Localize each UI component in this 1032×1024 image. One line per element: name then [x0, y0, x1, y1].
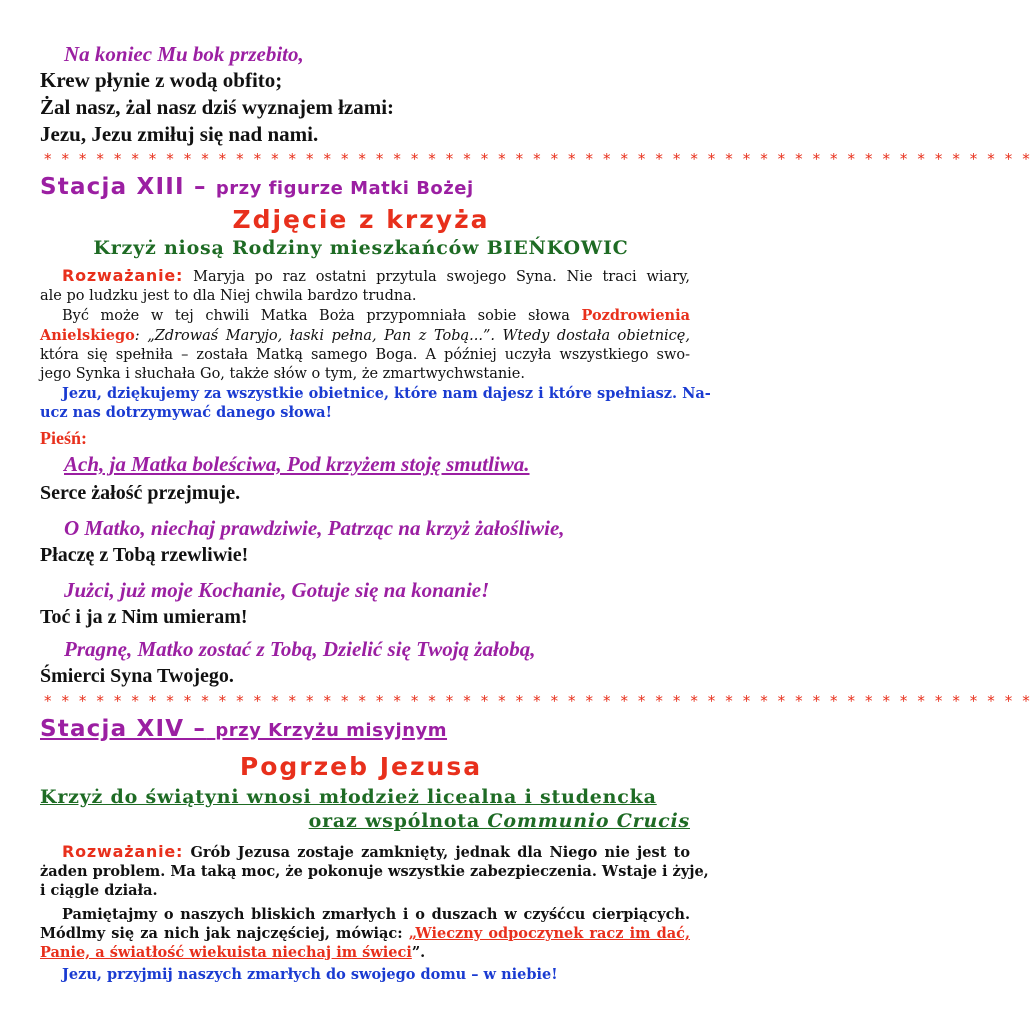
station-13-p1-line-2: ale po ludzku jest to dla Niej chwila bardzo trudna. [40, 288, 417, 304]
song-label: Pieśń: [40, 428, 87, 448]
song-verse-3-line: Toć i ja z Nim umieram! [40, 606, 248, 628]
station-14-paragraph-2 [40, 905, 690, 962]
station-14-p2-line-2-red: „Wieczny odpoczynek racz im dać, [408, 925, 690, 942]
hymn-top-line-3: Żal nasz, żal nasz dziś wyznajem łzami: [40, 95, 395, 119]
station-14-p2-line-3: ”. [411, 944, 426, 961]
station-13-p2-line-1-red: Pozdrowienia [581, 307, 690, 324]
station-13-title: Zdjęcie z krzyża [232, 205, 490, 234]
station-13-p3-line-2: ucz nas dotrzymywać danego słowa! [40, 404, 332, 421]
song-verse-2-italic: O Matko, niechaj prawdziwie, Patrząc na krzyż żałośliwie, [64, 516, 565, 540]
song-verse-3-italic: Jużci, już moje Kochanie, Gotuje się na konanie! [64, 578, 490, 602]
station-14-p1-line-1: Grób Jezusa zostaje zamknięty, jednak dla Niego nie jest to [190, 844, 690, 861]
station-14-title: Pogrzeb Jezusa [239, 752, 483, 781]
station-14-carriers-name: Communio Crucis [487, 810, 690, 832]
station-14-paragraph-1 [40, 842, 709, 900]
station-13-p2-line-1: Być może w tej chwili Matka Boża przypomniała sobie słowa [62, 308, 570, 324]
station-13-p2-line-2: : „Zdrowaś Maryjo, łaski pełna, Pan z Tobą...”. Wtedy dostała obietnicę, [134, 328, 690, 344]
hymn-top-line-4: Jezu, Jezu zmiłuj się nad nami. [40, 122, 319, 146]
separator-2: * * * * * * * * * * * * * * * * * * * * * * * * * * * * * * * * * * * * * * * * * * * * * * * * * * * * * * * * * [44, 692, 1032, 710]
song-verse-2-line: Płaczę z Tobą rzewliwie! [40, 544, 249, 566]
station-13-p1-line-1: Maryja po raz ostatni przytula swojego Syna. Nie traci wiary, [193, 269, 691, 285]
station-13-paragraph-3 [40, 384, 711, 422]
station-14-reflection-label: Rozważanie: [62, 842, 184, 861]
station-13-paragraph-1 [40, 266, 690, 306]
station-14-p2-line-3-red: Panie, a światłość wiekuista niechaj im świeci [40, 944, 412, 961]
separator-1: * * * * * * * * * * * * * * * * * * * * * * * * * * * * * * * * * * * * * * * * * * * * * * * * * * * * * * * * * [44, 150, 1032, 168]
station-13-reflection-label: Rozważanie: [62, 266, 184, 285]
station-13-location: przy figurze Matki Bożej [215, 178, 474, 199]
song-verse-1-italic: Ach, ja Matka boleściwa, Pod krzyżem stoję smutliwa. [64, 452, 530, 476]
hymn-top-line-2: Krew płynie z wodą obfito; [40, 68, 283, 92]
station-14-location: przy Krzyżu misyjnym [215, 720, 448, 741]
station-13-p2-line-2-red: Anielskiego [40, 327, 135, 344]
song-verse-1-line: Serce żałość przejmuje. [40, 482, 241, 504]
station-13-heading [40, 174, 474, 200]
song-verse-4-italic: Pragnę, Matko zostać z Tobą, Dzielić się Twoją żałobą, [64, 637, 536, 661]
station-13-p2-line-3: która się spełniła – została Matką samego Boga. A później uczyła wszystkiego swo- [40, 347, 690, 363]
station-14-p2-line-2: Módlmy się za nich jak najczęściej, mówiąc: [40, 925, 403, 942]
station-14-p1-line-3: i ciągle działa. [40, 882, 158, 899]
station-13-carriers: Krzyż niosą Rodziny mieszkańców BIEŃKOWIC [93, 237, 629, 259]
station-14-p1-line-2: żaden problem. Ma taką moc, że pokonuje wszystkie zabezpieczenia. Wstaje i żyje, [40, 863, 709, 880]
station-13-p2-line-4: jego Synka i słuchała Go, także słów o tym, że zmartwychwstanie. [40, 366, 525, 382]
station-14-heading [40, 716, 447, 742]
station-14-carriers-community: oraz wspólnota [308, 810, 480, 832]
station-13-number: Stacja XIII – [40, 174, 207, 200]
song-verse-4-line: Śmierci Syna Twojego. [40, 665, 234, 687]
station-13-paragraph-2 [40, 306, 690, 384]
station-13-p3-line-1: Jezu, dziękujemy za wszystkie obietnice, które nam dajesz i które spełniasz. Na- [62, 385, 711, 402]
station-14-carriers-line-2 [0, 810, 690, 832]
station-14-carriers-line-1: Krzyż do świątyni wnosi młodzież licealna i studencka [40, 786, 657, 808]
station-14-p2-line-1: Pamiętajmy o naszych bliskich zmarłych i o duszach w czyśćcu cierpiących. [62, 906, 690, 923]
station-14-paragraph-3: Jezu, przyjmij naszych zmarłych do swojego domu – w niebie! [62, 966, 558, 983]
hymn-top-line-1: Na koniec Mu bok przebito, [64, 42, 304, 66]
station-14-number: Stacja XIV – [40, 716, 207, 742]
